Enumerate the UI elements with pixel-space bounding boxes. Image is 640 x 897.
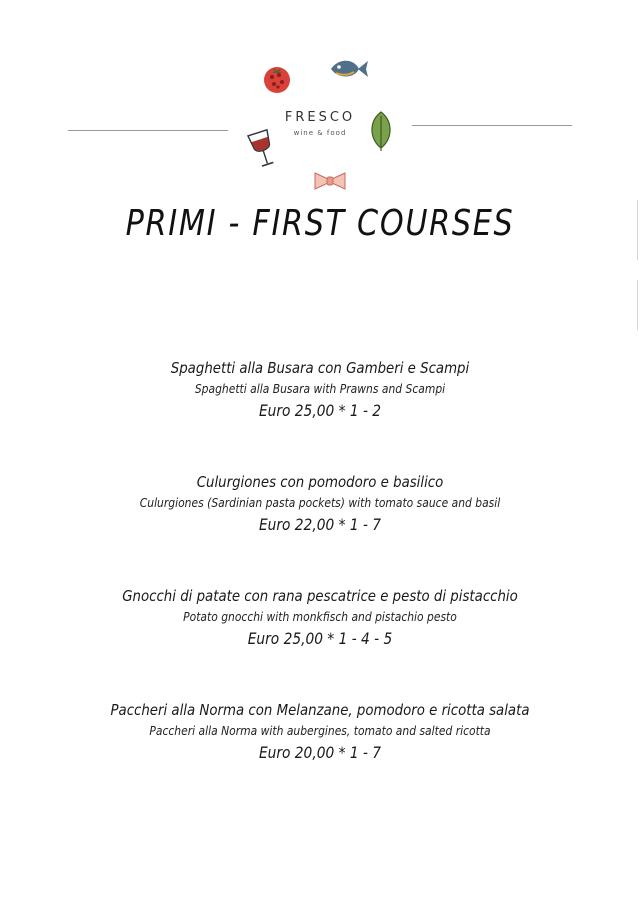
- dish-list: [0, 356, 640, 812]
- dish-price: Euro 25,00 * 1 - 2: [258, 401, 382, 420]
- dish-price: Euro 25,00 * 1 - 4 - 5: [247, 629, 393, 648]
- fish-icon: [328, 55, 370, 83]
- dish-item: [0, 584, 640, 652]
- dish-item: [0, 470, 640, 538]
- dish-name-english: Spaghetti alla Busara with Prawns and Scampi: [194, 381, 446, 396]
- divider-right: [412, 125, 572, 126]
- dish-name-english: Culurgiones (Sardinian pasta pockets) with tomato sauce and basil: [139, 495, 501, 510]
- dish-price: Euro 20,00 * 1 - 7: [258, 743, 382, 762]
- dish-name-english: Paccheri alla Norma with aubergines, tomato and salted ricotta: [149, 723, 491, 738]
- dish-name-italian: Culurgiones con pomodoro e basilico: [196, 473, 444, 491]
- tomato-icon: [260, 62, 294, 96]
- brand-tagline: wine & food: [293, 129, 347, 137]
- dish-name-italian: Spaghetti alla Busara con Gamberi e Scampi: [170, 359, 470, 377]
- dish-name-italian: Paccheri alla Norma con Melanzane, pomodoro e ricotta salata: [110, 701, 530, 719]
- dish-name-italian: Gnocchi di patate con rana pescatrice e pesto di pistacchio: [122, 587, 518, 605]
- scan-edge-mark: [637, 280, 638, 330]
- divider-left: [68, 130, 228, 131]
- farfalle-pasta-icon: [313, 170, 347, 192]
- wine-glass-icon: [246, 128, 280, 172]
- page-title: PRIMI - FIRST COURSES: [125, 203, 515, 244]
- dish-name-english: Potato gnocchi with monkfisch and pistachio pesto: [183, 609, 457, 624]
- logo: [0, 50, 640, 200]
- dish-item: [0, 356, 640, 424]
- dish-price: Euro 22,00 * 1 - 7: [258, 515, 382, 534]
- scan-edge-mark: [637, 200, 638, 260]
- brand-name: FRESCO: [284, 110, 356, 125]
- dish-item: [0, 698, 640, 766]
